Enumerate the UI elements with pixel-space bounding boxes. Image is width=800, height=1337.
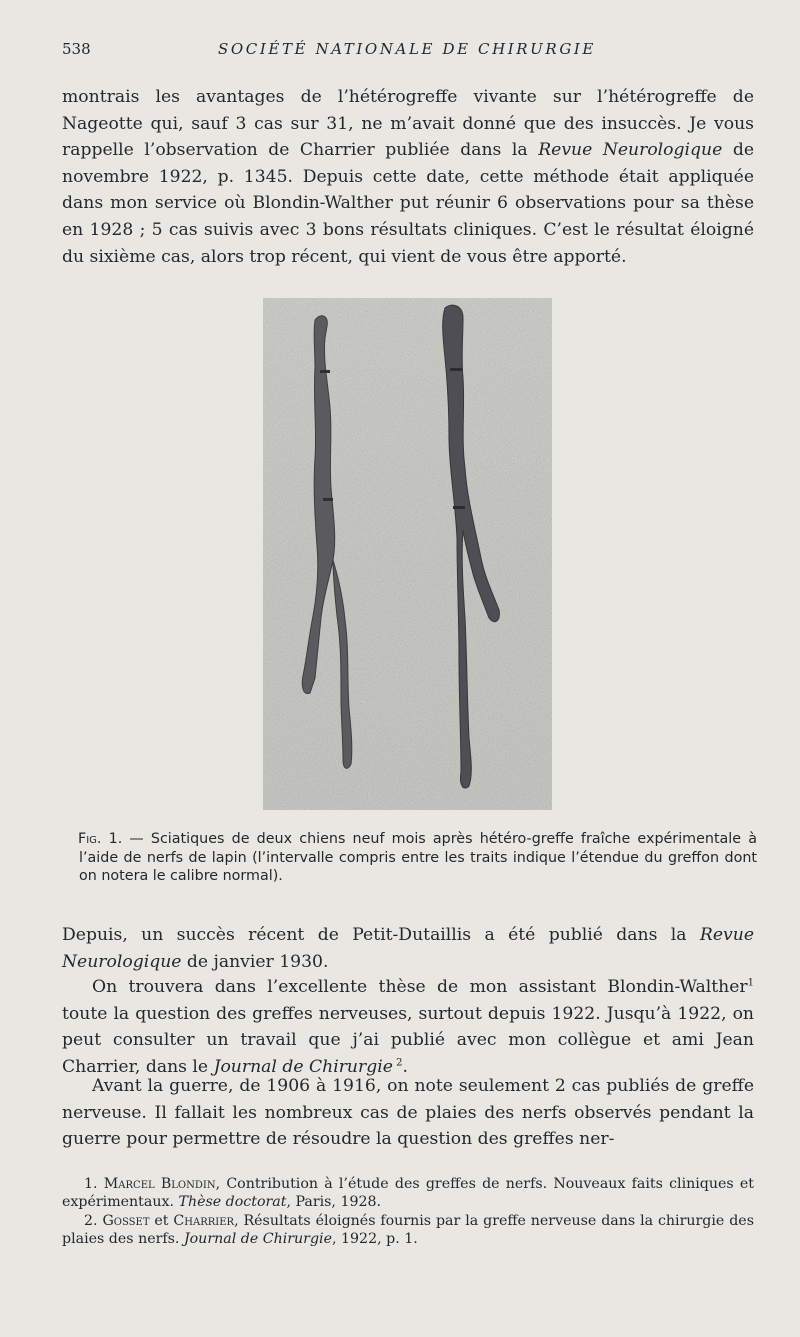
figure-caption-text: — Sciatiques de deux chiens neuf mois après hétéro-greffe fraîche expérimentale à l’aide de nerfs de lapin (l’intervalle compris entre les traits indique l’étendue du greffon dont on notera le calibre normal). bbox=[79, 831, 757, 884]
figure-label: Fig. 1. bbox=[78, 831, 123, 847]
nerve-specimens-image bbox=[263, 298, 552, 810]
figure-photograph bbox=[263, 298, 552, 810]
page-header bbox=[62, 40, 752, 62]
figure-caption bbox=[79, 830, 757, 886]
paragraph-continuation: montrais les avantages de l’hétérogreffe vivante sur l’hétérogreffe de Nageotte qui, sauf 3 cas sur 31, ne m’avait donné que des insuccès. Je vous rappelle l’observation de Charrier publiée dans la Revue Neurologique de novembre 1922, p. 1345. Depuis cette date, cette méthode était appliquée dans mon service où Blondin-Walther put réunir 6 observations pour sa thèse en 1928 ; 5 cas suivis avec 3 bons résultats cliniques. C’est le résultat éloigné du sixième cas, alors trop récent, qui vient de vous être apporté. bbox=[62, 87, 754, 267]
page-number: 538 bbox=[62, 40, 91, 58]
paragraph: Depuis, un succès récent de Petit-Dutaillis a été publié dans la Revue Neurologique de janvier 1930. bbox=[62, 925, 754, 972]
footnotes bbox=[62, 1175, 754, 1248]
footnote-1: 1. Marcel Blondin, Contribution à l’étude des greffes de nerfs. Nouveaux faits cliniques et expérimentaux. Thèse doctorat, Paris, 1928. bbox=[62, 1176, 754, 1211]
running-head: SOCIÉTÉ NATIONALE DE CHIRURGIE bbox=[218, 40, 596, 58]
photo-background bbox=[263, 298, 552, 810]
footnote-ref: 1 bbox=[747, 977, 754, 989]
paragraph: Avant la guerre, de 1906 à 1916, on note seulement 2 cas publiés de greffe nerveuse. Il fallait les nombreux cas de plaies des nerfs observés pendant la guerre pour permettre de résoudre la question des greffes ner- bbox=[62, 1076, 754, 1150]
footnote-ref: 2 bbox=[392, 1057, 403, 1069]
paragraph: On trouvera dans l’excellente thèse de mon assistant Blondin-Walther$^1$ toute la question des greffes nerveuses, surtout depuis 1922. Jusqu’à 1922, on peut consulter un travail que j’ai publié avec mon collègue et ami Jean Charrier, dans le Journal de Chirurgie $^2$. bbox=[62, 977, 754, 1077]
footnote-2: 2. Gosset et Charrier, Résultats éloignés fournis par la greffe nerveuse dans la chirurgie des plaies des nerfs. Journal de Chirurgie, 1922, p. 1. bbox=[62, 1212, 754, 1247]
